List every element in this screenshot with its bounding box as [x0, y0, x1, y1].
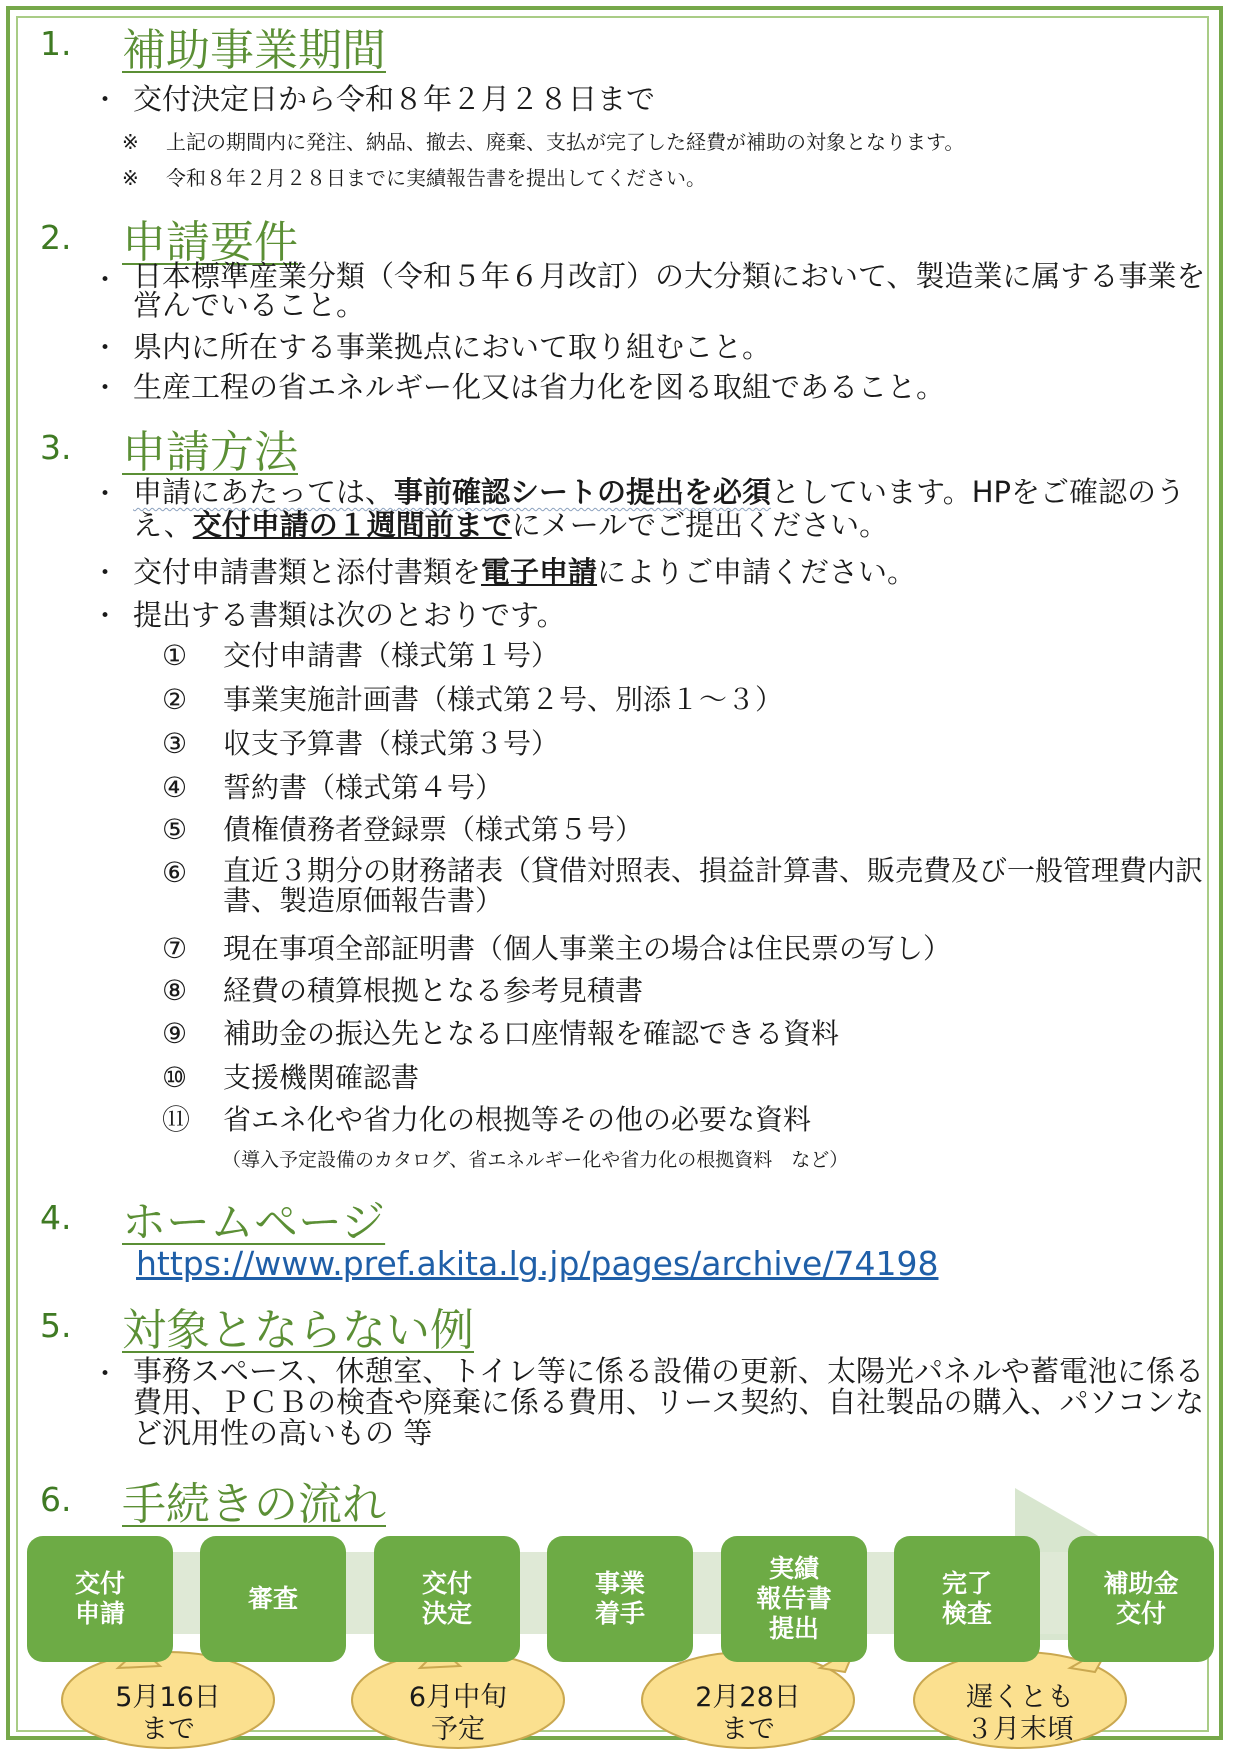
doc-item-num: ⑤ — [162, 813, 188, 846]
bullet-icon: • — [100, 338, 111, 358]
bubble-payment-timing: 遅くとも ３月末頃 — [966, 1682, 1074, 1745]
method-3: 提出する書類は次のとおりです。 — [133, 598, 566, 632]
doc-item-num: ① — [162, 639, 188, 672]
note-mark: ※ — [122, 166, 139, 190]
bullet-icon: • — [100, 606, 111, 626]
section-1-title: 補助事業期間 — [122, 25, 386, 76]
bullet-icon: • — [100, 484, 111, 504]
doc-item-text: 収支予算書（様式第３号） — [223, 727, 560, 760]
section-3-title: 申請方法 — [122, 427, 298, 478]
section-3-number: 3. — [40, 428, 72, 467]
section-1-number: 1. — [40, 24, 72, 63]
bullet-icon: • — [100, 270, 111, 290]
doc-item-text: 支援機関確認書 — [223, 1061, 420, 1094]
doc-item-text: 誓約書（様式第４号） — [223, 771, 504, 804]
bullet-icon: • — [100, 563, 111, 583]
doc-item-11-note: （導入予定設備のカタログ、省エネルギー化や省力化の根拠資料 など） — [222, 1149, 849, 1171]
bullet-icon: • — [100, 1364, 111, 1384]
doc-item-num: ⑧ — [162, 974, 188, 1007]
doc-item-text: 事業実施計画書（様式第２号、別添１～３） — [223, 683, 784, 716]
doc-item-text: 債権債務者登録票（様式第５号） — [223, 813, 644, 846]
flow-step-start: 事業 着手 — [547, 1536, 693, 1662]
required-sheet-emphasis: 事前確認シートの提出を必須 — [394, 475, 772, 509]
flow-step-report: 実績 報告書 提出 — [721, 1536, 867, 1662]
bullet-icon: • — [100, 90, 111, 110]
note-2-text: 令和８年２月２８日までに実績報告書を提出してください。 — [166, 166, 706, 190]
doc-item-num: ⑨ — [162, 1017, 188, 1050]
section-6-title: 手続きの流れ — [122, 1479, 386, 1530]
doc-item-num: ⑪ — [162, 1103, 191, 1136]
doc-item-num: ② — [162, 683, 188, 716]
flow-step-payment: 補助金 交付 — [1068, 1536, 1214, 1662]
e-application-emphasis: 電子申請 — [481, 555, 598, 589]
requirement-1: 日本標準産業分類（令和５年６月改訂）の大分類において、製造業に属する事業を営んでいること。 — [133, 259, 1206, 322]
doc-item-num: ⑥ — [162, 856, 188, 889]
note-mark: ※ — [122, 130, 139, 154]
method-2: 交付申請書類と添付書類を電子申請によりご申請ください。 — [133, 555, 917, 589]
doc-item-num: ⑩ — [162, 1061, 188, 1094]
requirement-2: 県内に所在する事業拠点において取り組むこと。 — [133, 330, 772, 364]
section-2-title: 申請要件 — [122, 217, 298, 268]
doc-item-text: 交付申請書（様式第１号） — [223, 639, 560, 672]
period-text: 交付決定日から令和８年２月２８日まで — [133, 82, 656, 116]
doc-item-num: ⑦ — [162, 932, 188, 965]
requirement-3: 生産工程の省エネルギー化又は省力化を図る取組であること。 — [133, 370, 946, 404]
doc-item-text: 現在事項全部証明書（個人事業主の場合は住民票の写し） — [223, 932, 952, 965]
bullet-icon: • — [100, 378, 111, 398]
note-1-text: 上記の期間内に発注、納品、撤去、廃棄、支払が完了した経費が補助の対象となります。 — [166, 130, 965, 154]
method-1: 申請にあたっては、事前確認シートの提出を必須としています。HPをご確認のうえ、交付申請の１週間前までにメールでご提出ください。 — [133, 475, 1186, 542]
doc-item-num: ④ — [162, 771, 188, 804]
flow-step-decision: 交付 決定 — [374, 1536, 520, 1662]
section-5-title: 対象とならない例 — [122, 1305, 474, 1356]
section-4-number: 4. — [40, 1198, 72, 1237]
section-4-title: ホームページ — [122, 1197, 386, 1248]
section-2-number: 2. — [40, 218, 72, 257]
section-5-number: 5. — [40, 1306, 72, 1345]
homepage-link[interactable]: https://www.pref.akita.lg.jp/pages/archive/74198 — [136, 1244, 939, 1283]
bubble-report-deadline: 2月28日 まで — [695, 1682, 801, 1745]
flow-step-review: 審査 — [200, 1536, 346, 1662]
doc-item-text: 経費の積算根拠となる参考見積書 — [223, 974, 644, 1007]
flow-step-application: 交付 申請 — [27, 1536, 173, 1662]
section-6-number: 6. — [40, 1480, 72, 1519]
doc-item-text: 省エネ化や省力化の根拠等その他の必要な資料 — [223, 1103, 812, 1136]
doc-item-text: 補助金の振込先となる口座情報を確認できる資料 — [223, 1017, 840, 1050]
excluded-examples: 事務スペース、休憩室、トイレ等に係る設備の更新、太陽光パネルや蓄電池に係る費用、ＰＣＢの検査や廃棄に係る費用、リース契約、自社製品の購入、パソコンなど汎用性の高いもの 等 — [133, 1354, 1204, 1450]
flow-step-inspection: 完了 検査 — [894, 1536, 1040, 1662]
doc-item-num: ③ — [162, 727, 188, 760]
bubble-deadline-application: 5月16日 まで — [115, 1682, 221, 1745]
doc-item-text: 直近３期分の財務諸表（貸借対照表、損益計算書、販売費及び一般管理費内訳書、製造原価報告書） — [223, 854, 1204, 917]
bubble-decision-timing: 6月中旬 予定 — [408, 1682, 508, 1745]
deadline-emphasis: 交付申請の１週間前まで — [192, 508, 512, 542]
